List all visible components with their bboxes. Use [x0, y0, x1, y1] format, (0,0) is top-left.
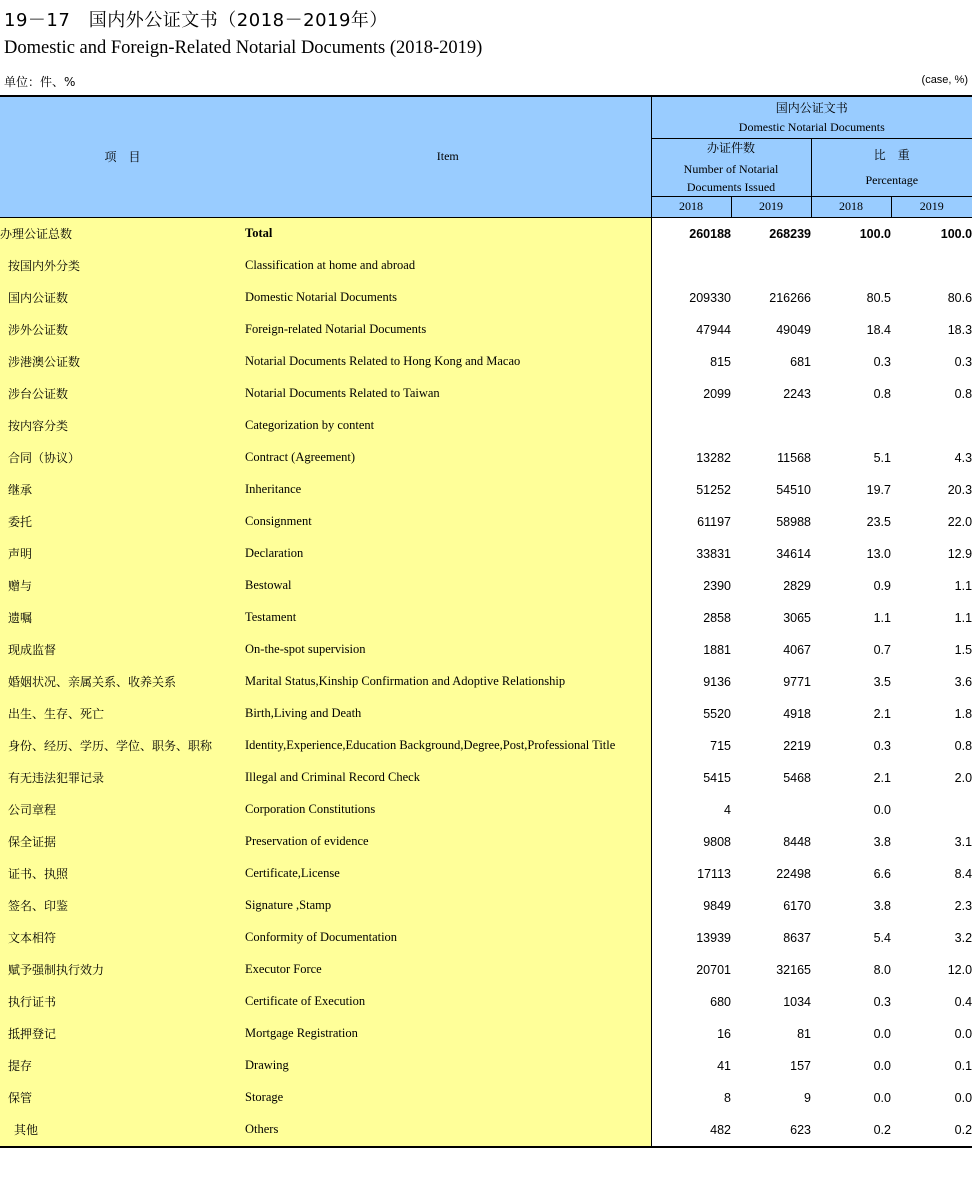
row-label-cn: 赋予强制执行效力: [0, 954, 245, 986]
value-2018-count: 5520: [651, 698, 731, 730]
table-row: [0, 378, 972, 410]
value-2018-pct: 0.9: [811, 570, 891, 602]
value-2018-count: 20701: [651, 954, 731, 986]
value-2018-pct: [811, 250, 891, 282]
value-2018-count: 715: [651, 730, 731, 762]
table-row: [0, 1050, 972, 1082]
row-label-cn: 提存: [0, 1050, 245, 1082]
row-label-en: Notarial Documents Related to Hong Kong and Macao: [245, 346, 651, 378]
table-row: [0, 826, 972, 858]
value-2018-count: [651, 250, 731, 282]
table-row: [0, 474, 972, 506]
header-item-cn: 项 目: [0, 96, 245, 217]
value-2019-pct: 2.0: [891, 762, 972, 794]
value-2018-pct: 0.0: [811, 1018, 891, 1050]
header-row-1: [0, 96, 972, 138]
value-2019-count: 157: [731, 1050, 811, 1082]
value-2018-pct: 3.8: [811, 826, 891, 858]
value-2018-pct: 23.5: [811, 506, 891, 538]
table-row: [0, 346, 972, 378]
row-label-cn: 涉港澳公证数: [0, 346, 245, 378]
row-label-cn: 合同（协议）: [0, 442, 245, 474]
table-row: [0, 666, 972, 698]
value-2019-count: 6170: [731, 890, 811, 922]
value-2019-pct: 4.3: [891, 442, 972, 474]
row-label-en: Total: [245, 217, 651, 250]
value-2018-count: 2390: [651, 570, 731, 602]
value-2018-pct: 2.1: [811, 698, 891, 730]
value-2018-pct: 19.7: [811, 474, 891, 506]
header-pct-cn: 比 重: [873, 148, 910, 162]
value-2019-count: [731, 250, 811, 282]
value-2018-count: 209330: [651, 282, 731, 314]
row-label-cn: 公司章程: [0, 794, 245, 826]
value-2019-pct: 0.8: [891, 730, 972, 762]
table-row: [0, 730, 972, 762]
value-2019-pct: 100.0: [891, 217, 972, 250]
value-2018-pct: 8.0: [811, 954, 891, 986]
header-year: 2019: [731, 196, 811, 217]
row-label-cn: 涉台公证数: [0, 378, 245, 410]
value-2019-pct: 0.4: [891, 986, 972, 1018]
row-label-en: Inheritance: [245, 474, 651, 506]
value-2019-count: 5468: [731, 762, 811, 794]
row-label-en: Others: [245, 1114, 651, 1147]
row-label-cn: 国内公证数: [0, 282, 245, 314]
value-2019-pct: 12.9: [891, 538, 972, 570]
table-row: [0, 1082, 972, 1114]
value-2018-pct: 0.8: [811, 378, 891, 410]
row-label-cn: 抵押登记: [0, 1018, 245, 1050]
row-label-cn: 出生、生存、死亡: [0, 698, 245, 730]
table-row: [0, 698, 972, 730]
value-2019-count: 22498: [731, 858, 811, 890]
row-label-en: Conformity of Documentation: [245, 922, 651, 954]
row-label-en: Signature ,Stamp: [245, 890, 651, 922]
value-2019-count: 9771: [731, 666, 811, 698]
value-2018-count: 13939: [651, 922, 731, 954]
row-label-cn: 保管: [0, 1082, 245, 1114]
value-2019-count: 2219: [731, 730, 811, 762]
unit-label-cn: 单位：件、%: [4, 75, 76, 89]
header-group-en: Domestic Notarial Documents: [738, 120, 885, 135]
header-pct-en: Percentage: [865, 173, 919, 187]
header-item-en: Item: [245, 96, 651, 217]
value-2018-count: 8: [651, 1082, 731, 1114]
header-group-cn: 国内公证文书: [775, 101, 848, 116]
value-2019-pct: 8.4: [891, 858, 972, 890]
row-label-en: Mortgage Registration: [245, 1018, 651, 1050]
row-label-cn: 声明: [0, 538, 245, 570]
value-2018-count: 815: [651, 346, 731, 378]
table-row: [0, 858, 972, 890]
value-2018-count: [651, 410, 731, 442]
value-2019-pct: 0.2: [891, 1114, 972, 1147]
value-2019-count: 1034: [731, 986, 811, 1018]
row-label-cn: 按国内外分类: [0, 250, 245, 282]
value-2019-pct: 1.5: [891, 634, 972, 666]
value-2018-count: 41: [651, 1050, 731, 1082]
row-label-cn: 保全证据: [0, 826, 245, 858]
table-body: [0, 217, 972, 1147]
header-year: 2018: [651, 196, 731, 217]
value-2018-count: 2099: [651, 378, 731, 410]
table-row: [0, 410, 972, 442]
table-row: [0, 922, 972, 954]
value-2018-pct: 5.4: [811, 922, 891, 954]
value-2019-count: 81: [731, 1018, 811, 1050]
row-label-cn: 按内容分类: [0, 410, 245, 442]
row-label-cn: 签名、印鉴: [0, 890, 245, 922]
value-2018-count: 16: [651, 1018, 731, 1050]
row-label-cn: 有无违法犯罪记录: [0, 762, 245, 794]
row-label-en: Certificate of Execution: [245, 986, 651, 1018]
value-2019-count: 623: [731, 1114, 811, 1147]
row-label-en: Storage: [245, 1082, 651, 1114]
table-row: [0, 217, 972, 250]
value-2018-count: 1881: [651, 634, 731, 666]
value-2019-pct: 3.6: [891, 666, 972, 698]
value-2019-count: 9: [731, 1082, 811, 1114]
value-2018-pct: 0.7: [811, 634, 891, 666]
row-label-cn: 办理公证总数: [0, 217, 245, 250]
value-2018-count: 17113: [651, 858, 731, 890]
row-label-en: Consignment: [245, 506, 651, 538]
row-label-en: Declaration: [245, 538, 651, 570]
value-2018-count: 9808: [651, 826, 731, 858]
value-2019-count: 32165: [731, 954, 811, 986]
row-label-en: Bestowal: [245, 570, 651, 602]
row-label-cn: 执行证书: [0, 986, 245, 1018]
row-label-en: Corporation Constitutions: [245, 794, 651, 826]
header-issued: [651, 138, 811, 196]
value-2018-count: 5415: [651, 762, 731, 794]
row-label-en: Drawing: [245, 1050, 651, 1082]
table-row: [0, 1018, 972, 1050]
value-2018-pct: 0.3: [811, 986, 891, 1018]
value-2018-pct: 0.3: [811, 346, 891, 378]
table-row: [0, 506, 972, 538]
header-issued-cn: 办证件数: [706, 141, 755, 155]
value-2018-pct: 6.6: [811, 858, 891, 890]
header-year: 2019: [891, 196, 972, 217]
value-2018-pct: 0.0: [811, 1050, 891, 1082]
value-2018-count: 33831: [651, 538, 731, 570]
header-group: [651, 96, 972, 138]
value-2018-pct: 0.3: [811, 730, 891, 762]
value-2018-count: 4: [651, 794, 731, 826]
value-2019-count: 2829: [731, 570, 811, 602]
value-2019-count: 8637: [731, 922, 811, 954]
value-2018-count: 9136: [651, 666, 731, 698]
value-2019-pct: 3.2: [891, 922, 972, 954]
row-label-en: Classification at home and abroad: [245, 250, 651, 282]
value-2019-pct: 0.0: [891, 1018, 972, 1050]
table-row: [0, 634, 972, 666]
value-2019-pct: 12.0: [891, 954, 972, 986]
value-2019-count: 216266: [731, 282, 811, 314]
value-2019-count: 34614: [731, 538, 811, 570]
value-2019-count: 3065: [731, 602, 811, 634]
header-issued-en-2: Documents Issued: [686, 180, 776, 194]
value-2019-pct: [891, 794, 972, 826]
value-2019-count: 268239: [731, 217, 811, 250]
value-2019-count: 4067: [731, 634, 811, 666]
value-2019-pct: 1.1: [891, 602, 972, 634]
table-row: [0, 250, 972, 282]
value-2019-count: 58988: [731, 506, 811, 538]
value-2019-count: 2243: [731, 378, 811, 410]
value-2018-count: 680: [651, 986, 731, 1018]
row-label-en: Preservation of evidence: [245, 826, 651, 858]
value-2018-count: 482: [651, 1114, 731, 1147]
value-2019-count: 54510: [731, 474, 811, 506]
value-2019-pct: 20.3: [891, 474, 972, 506]
table-row: [0, 890, 972, 922]
row-label-en: On-the-spot supervision: [245, 634, 651, 666]
value-2019-count: [731, 794, 811, 826]
value-2018-count: 260188: [651, 217, 731, 250]
value-2018-pct: 0.0: [811, 794, 891, 826]
value-2018-pct: 3.5: [811, 666, 891, 698]
row-label-cn: 现成监督: [0, 634, 245, 666]
row-label-cn: 遗嘱: [0, 602, 245, 634]
table-row: [0, 538, 972, 570]
value-2019-count: 4918: [731, 698, 811, 730]
table-row: [0, 794, 972, 826]
value-2018-count: 2858: [651, 602, 731, 634]
value-2019-count: 11568: [731, 442, 811, 474]
row-label-cn: 其他: [0, 1114, 245, 1147]
header-year: 2018: [811, 196, 891, 217]
value-2019-pct: [891, 410, 972, 442]
value-2019-pct: 1.1: [891, 570, 972, 602]
value-2018-pct: 0.2: [811, 1114, 891, 1147]
value-2019-pct: 22.0: [891, 506, 972, 538]
page-title-en: Domestic and Foreign-Related Notarial Documents (2018-2019): [4, 38, 483, 58]
row-label-cn: 继承: [0, 474, 245, 506]
value-2019-pct: [891, 250, 972, 282]
value-2019-pct: 0.1: [891, 1050, 972, 1082]
value-2019-pct: 0.3: [891, 346, 972, 378]
value-2019-pct: 80.6: [891, 282, 972, 314]
value-2019-count: 681: [731, 346, 811, 378]
page-title-cn: 19－17 国内外公证文书（2018－2019年）: [4, 10, 388, 31]
row-label-cn: 涉外公证数: [0, 314, 245, 346]
value-2018-count: 61197: [651, 506, 731, 538]
row-label-cn: 赠与: [0, 570, 245, 602]
row-label-cn: 身份、经历、学历、学位、职务、职称: [0, 730, 245, 762]
row-label-en: Categorization by content: [245, 410, 651, 442]
value-2018-pct: 80.5: [811, 282, 891, 314]
value-2018-pct: 18.4: [811, 314, 891, 346]
row-label-en: Foreign-related Notarial Documents: [245, 314, 651, 346]
row-label-en: Domestic Notarial Documents: [245, 282, 651, 314]
header-issued-en-1: Number of Notarial: [683, 162, 779, 176]
row-label-en: Executor Force: [245, 954, 651, 986]
row-label-en: Contract (Agreement): [245, 442, 651, 474]
value-2018-count: 51252: [651, 474, 731, 506]
table-row: [0, 602, 972, 634]
row-label-cn: 婚姻状况、亲属关系、收养关系: [0, 666, 245, 698]
value-2019-pct: 0.0: [891, 1082, 972, 1114]
value-2018-pct: 13.0: [811, 538, 891, 570]
table-row: [0, 762, 972, 794]
value-2019-pct: 0.8: [891, 378, 972, 410]
value-2018-pct: 100.0: [811, 217, 891, 250]
value-2019-pct: 3.1: [891, 826, 972, 858]
row-label-en: Testament: [245, 602, 651, 634]
table-row: [0, 986, 972, 1018]
row-label-cn: 证书、执照: [0, 858, 245, 890]
table-row: [0, 954, 972, 986]
row-label-en: Marital Status,Kinship Confirmation and Adoptive Relationship: [245, 666, 651, 698]
row-label-cn: 文本相符: [0, 922, 245, 954]
value-2019-count: [731, 410, 811, 442]
header-percentage: [811, 138, 972, 196]
row-label-en: Notarial Documents Related to Taiwan: [245, 378, 651, 410]
notarial-documents-table: [0, 95, 972, 1148]
value-2018-pct: 1.1: [811, 602, 891, 634]
value-2019-count: 49049: [731, 314, 811, 346]
value-2019-pct: 2.3: [891, 890, 972, 922]
value-2018-pct: [811, 410, 891, 442]
table-row: [0, 442, 972, 474]
value-2019-pct: 1.8: [891, 698, 972, 730]
value-2018-count: 13282: [651, 442, 731, 474]
value-2018-pct: 3.8: [811, 890, 891, 922]
value-2018-count: 9849: [651, 890, 731, 922]
value-2018-pct: 2.1: [811, 762, 891, 794]
row-label-cn: 委托: [0, 506, 245, 538]
table-row: [0, 570, 972, 602]
value-2018-pct: 0.0: [811, 1082, 891, 1114]
row-label-en: Illegal and Criminal Record Check: [245, 762, 651, 794]
unit-label-en: (case, %): [921, 74, 968, 86]
row-label-en: Certificate,License: [245, 858, 651, 890]
row-label-en: Identity,Experience,Education Background,Degree,Post,Professional Title: [245, 730, 651, 762]
table-row: [0, 314, 972, 346]
table-row: [0, 1114, 972, 1147]
value-2019-pct: 18.3: [891, 314, 972, 346]
table-row: [0, 282, 972, 314]
row-label-en: Birth,Living and Death: [245, 698, 651, 730]
value-2018-pct: 5.1: [811, 442, 891, 474]
value-2019-count: 8448: [731, 826, 811, 858]
value-2018-count: 47944: [651, 314, 731, 346]
